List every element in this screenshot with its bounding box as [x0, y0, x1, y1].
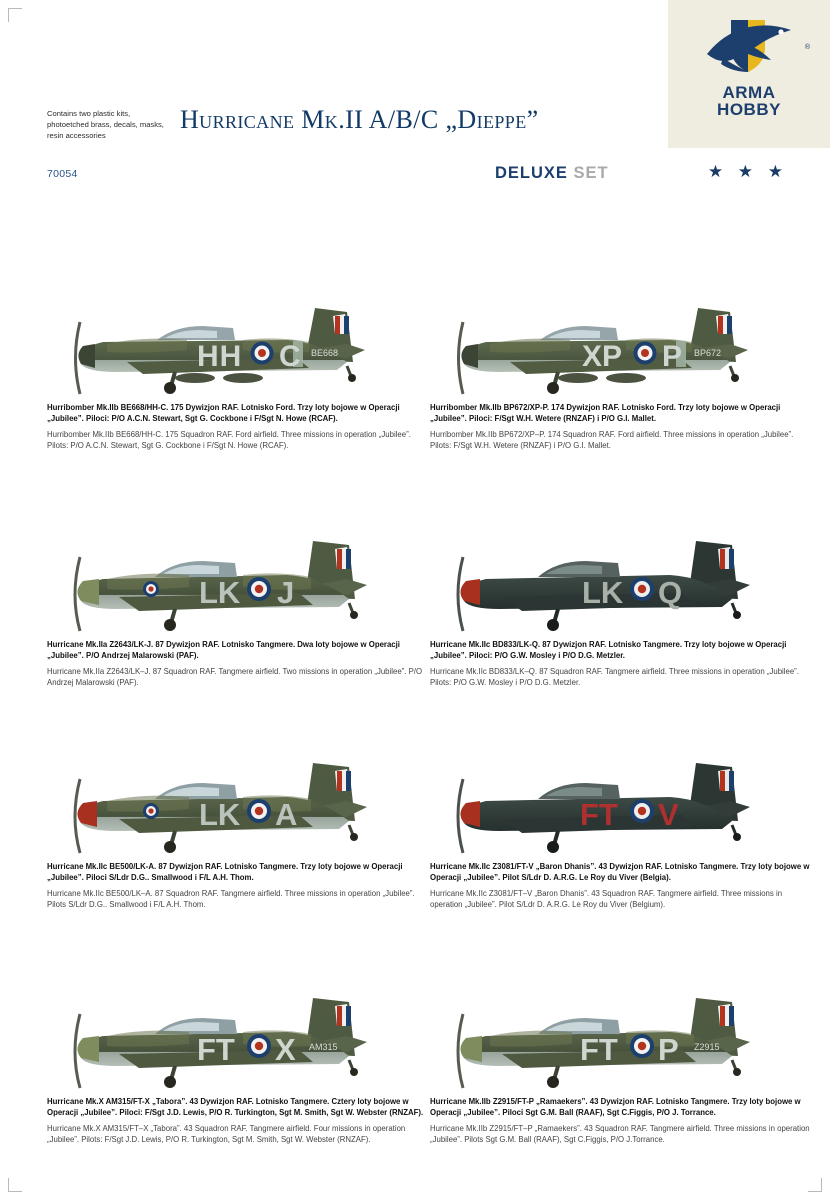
variant-caption-en: Hurricane Mk.X AM315/FT–X „Tabora”. 43 Squadron RAF. Tangmere airfield. Four missions in operation „Jubilee”. Pilots: F/Sgt J.D. Lewis, P/O R. Turkington, Sgt M. Smith, Sgt W. Webster (RNZAF).: [47, 1124, 406, 1145]
set-word: SET: [573, 164, 609, 182]
variant-card: [47, 282, 429, 451]
variant-caption-en: Hurribomber Mk.IIb BE668/HH-C. 175 Squadron RAF. Ford airfield. Three missions in operation „Jubilee”. Pilots: P/O A.C.N. Stewart, Sgt G. Cockbone i F/Sgt N. Howe (RCAF).: [47, 430, 411, 451]
aircraft-profile-illustration: [430, 976, 812, 1094]
svg-text:P: P: [658, 1032, 679, 1067]
variant-caption-en: Hurricane Mk.IIc Z3081/FT–V „Baron Dhanis”. 43 Squadron RAF. Tangmere airfield. Three missions in operation „Jubilee”. Pilot S/Ldr D. A.R.G. Le Roy du Viver (Belgium).: [430, 889, 783, 910]
variant-caption-pl: Hurricane Mk.IIb Z2915/FT-P „Ramaekers”. 43 Dywizjon RAF. Lotnisko Tangmere. Trzy loty bojowe w Operacji „Jubilee”. Piloci Sgt G.M. Ball (RAAF), Sgt C.Figgis, P/O J. Torrance.: [430, 1097, 801, 1118]
brand-logo-panel: [668, 0, 830, 148]
svg-text:XP: XP: [582, 340, 623, 373]
svg-text:Z2915: Z2915: [694, 1042, 720, 1052]
variant-caption-en: Hurricane Mk.IIc BE500/LK–A. 87 Squadron RAF. Tangmere airfield. Three missions in operation „Jubilee”. Pilots S/Ldr D.G.. Smallwood i F/L A.H. Thom.: [47, 889, 415, 910]
variant-caption-pl: Hurribomber Mk.IIb BE668/HH-C. 175 Dywizjon RAF. Lotnisko Ford. Trzy loty bojowe w Operacji „Jubilee”. Piloci: P/O A.C.N. Stewart, Sgt G. Cockbone i F/Sgt N. Howe (RCAF).: [47, 403, 400, 424]
variant-card: [47, 976, 429, 1145]
brand-name-line1: ARMA: [722, 83, 776, 102]
svg-text:BP672: BP672: [694, 348, 722, 358]
deluxe-word: DELUXE: [495, 164, 568, 182]
svg-text:X: X: [275, 1032, 296, 1067]
svg-text:LK: LK: [582, 575, 624, 610]
svg-text:FT: FT: [580, 797, 618, 832]
header: [0, 0, 830, 205]
deluxe-set-label: [495, 164, 609, 183]
variant-card: [430, 282, 812, 451]
aircraft-profile-illustration: [47, 741, 429, 859]
variant-caption-pl: Hurricane Mk.IIc BD833/LK-Q. 87 Dywizjon RAF. Lotnisko Tangmere. Trzy loty bojowe w Operacji „Jubilee”. Piloci: P/O G.W. Mosley i P/O D.G. Metzler.: [430, 640, 787, 661]
svg-text:BE668: BE668: [311, 348, 339, 358]
kit-number: 70054: [47, 168, 78, 180]
brand-name-line2: HOBBY: [717, 100, 781, 120]
variant-caption-pl: Hurricane Mk.IIc BE500/LK-A. 87 Dywizjon RAF. Lotnisko Tangmere. Trzy loty bojowe w Operacji „Jubilee”. Piloci S/Ldr D.G.. Smallwood i F/L A.H. Thom.: [47, 862, 403, 883]
variant-caption-pl: Hurribomber Mk.IIb BP672/XP-P. 174 Dywizjon RAF. Lotnisko Ford. Trzy loty bojowe w Operacji „Jubilee”. Piloci: F/Sgt W.H. Wetere (RNZAF) i P/O G.I. Mallet.: [430, 403, 781, 424]
svg-text:LK: LK: [199, 797, 241, 832]
brand-wordmark: [682, 84, 816, 119]
variant-caption-en: Hurricane Mk.IIb Z2915/FT–P „Ramaekers”. 43 Squadron RAF. Tangmere airfield. Three missions in operation „Jubilee”. Pilots Sgt G.M. Ball (RAAF), Sgt C.Figgis, P/O J.Torrance.: [430, 1124, 810, 1145]
aircraft-profile-illustration: [430, 282, 812, 400]
aircraft-profile-illustration: [47, 519, 429, 637]
variant-card: [47, 519, 429, 688]
variant-caption-en: Hurricane Mk.IIa Z2643/LK–J. 87 Squadron RAF. Tangmere airfield. Two missions in operation „Jubilee”. P/O Andrzej Malarowski (PAF).: [47, 667, 423, 688]
crop-mark-bottom-left: [8, 1178, 22, 1192]
svg-text:FT: FT: [197, 1032, 235, 1067]
variant-card: [430, 741, 812, 910]
aircraft-profile-illustration: [430, 741, 812, 859]
svg-text:V: V: [658, 797, 679, 832]
variant-card: [430, 976, 812, 1145]
variant-caption-pl: Hurricane Mk.IIa Z2643/LK-J. 87 Dywizjon RAF. Lotnisko Tangmere. Dwa loty bojowe w Operacji „Jubilee”. P/O Andrzej Malarowski (PAF).: [47, 640, 400, 661]
svg-text:LK: LK: [199, 575, 241, 610]
svg-text:AM315: AM315: [309, 1042, 338, 1052]
svg-text:P: P: [662, 340, 683, 373]
variant-caption-en: Hurricane Mk.IIc BD833/LK–Q. 87 Squadron RAF. Tangmere airfield. Three missions in operation „Jubilee”. Pilots: P/O G.W. Mosley i P/O D.G. Metzler.: [430, 667, 799, 688]
svg-text:A: A: [275, 797, 298, 832]
page-title: Hurricane Mk.II A/B/C „Dieppe”: [180, 105, 539, 134]
crop-mark-bottom-right: [808, 1178, 822, 1192]
registered-trademark-icon: ®: [804, 44, 810, 51]
contents-note: Contains two plastic kits, photoetched brass, decals, masks, resin accessories: [47, 109, 164, 140]
svg-text:Q: Q: [658, 575, 683, 610]
svg-text:J: J: [277, 575, 295, 610]
svg-text:HH: HH: [197, 340, 243, 373]
aircraft-profile-illustration: [430, 519, 812, 637]
arma-hobby-bird-icon: [701, 14, 797, 82]
brand-logo: [682, 14, 816, 134]
variant-caption-pl: Hurricane Mk.IIc Z3081/FT-V „Baron Dhanis”. 43 Dywizjon RAF. Lotnisko Tangmere. Trzy loty bojowe w Operacji „Jubilee”. Pilot S/Ldr D. A.R.G. Le Roy du Viver (Belgia).: [430, 862, 810, 883]
rating-stars: ★ ★ ★: [707, 162, 788, 181]
aircraft-profile-illustration: [47, 282, 429, 400]
variant-caption-pl: Hurricane Mk.X AM315/FT-X „Tabora”. 43 Dywizjon RAF. Lotnisko Tangmere. Cztery loty bojowe w Operacji „Jubilee”. Piloci: F/Sgt J.D. Lewis, P/O R. Turkington, Sgt M. Smith, Sgt W. Webster (RNZAF).: [47, 1097, 424, 1118]
svg-text:FT: FT: [580, 1032, 618, 1067]
aircraft-profile-illustration: [47, 976, 429, 1094]
variant-card: [47, 741, 429, 910]
variant-card: [430, 519, 812, 688]
variant-caption-en: Hurribomber Mk.IIb BP672/XP–P. 174 Squadron RAF. Ford airfield. Three missions in operation „Jubilee”. Pilots: F/Sgt W.H. Wetere (RNZAF) i P/O G.I. Mallet.: [430, 430, 794, 451]
svg-text:C: C: [279, 340, 301, 373]
